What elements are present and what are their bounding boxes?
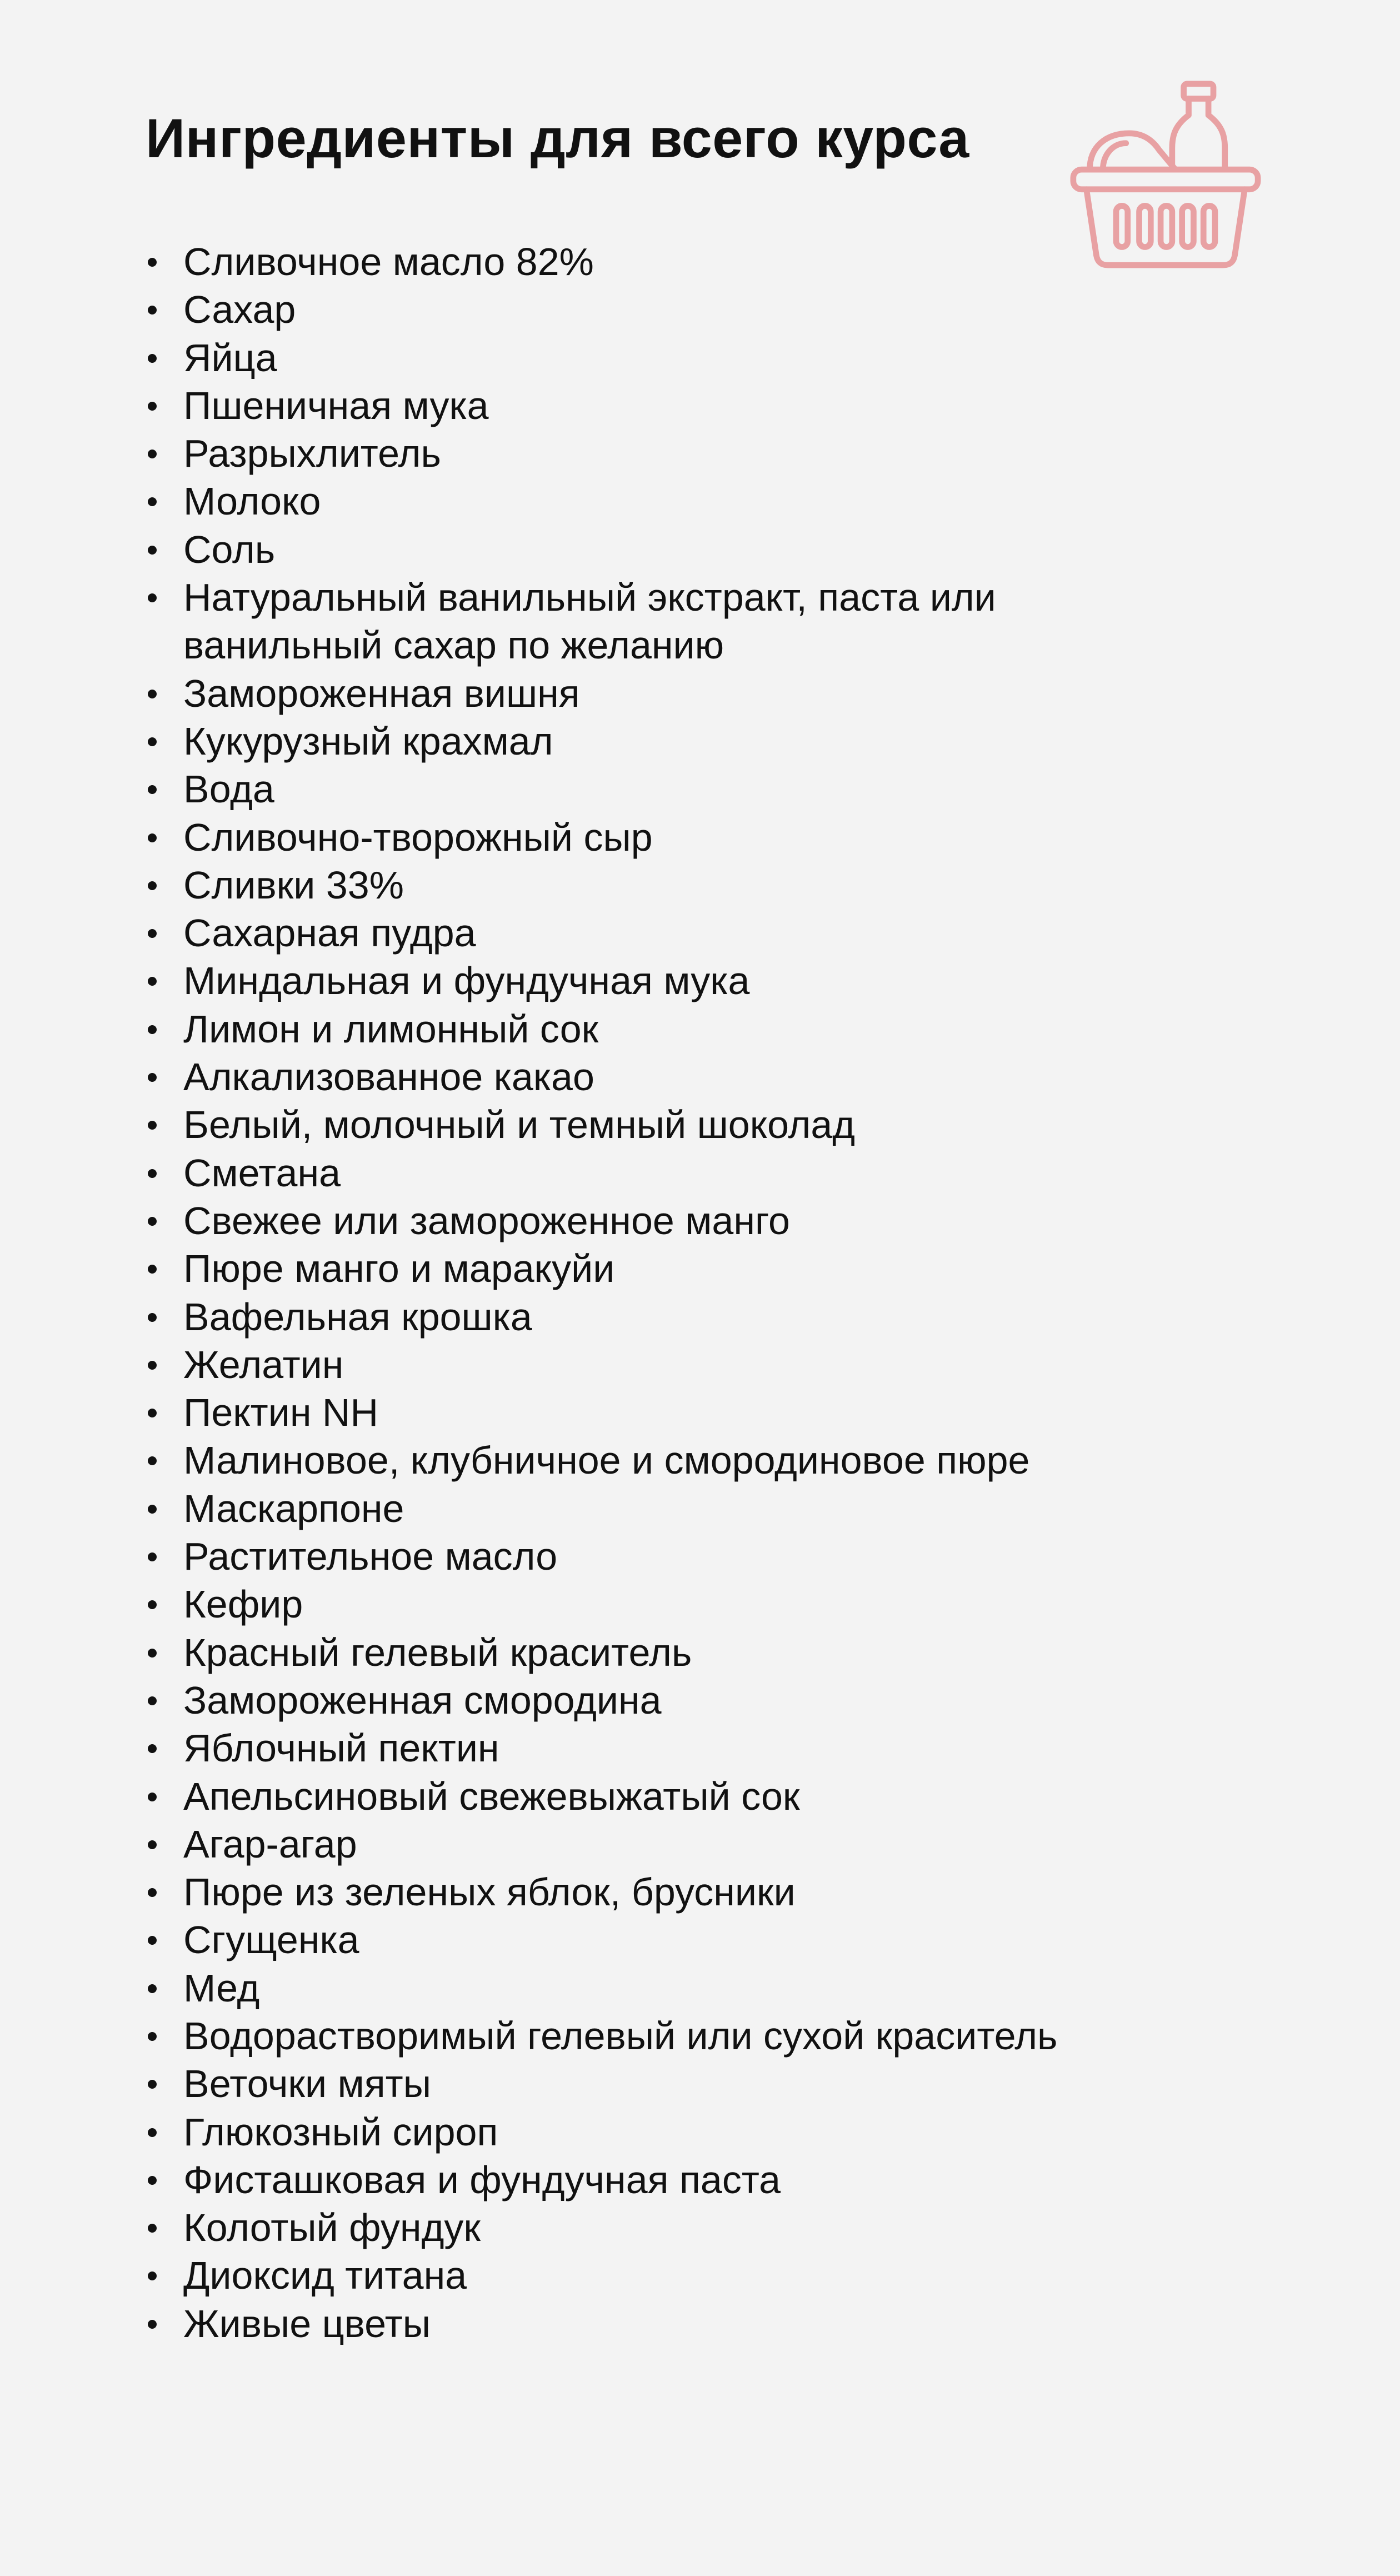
ingredient-name: Фисташковая и фундучная паста [183,2158,781,2201]
ingredient-name: Мед [183,1966,260,2010]
bullet-icon [148,2080,157,2089]
bullet-icon [148,1313,157,1322]
bullet-icon [148,258,157,267]
list-item [146,1724,1212,1772]
list-item [146,1436,1212,1484]
list-item [146,477,1212,525]
ingredient-name: Натуральный ванильный экстракт, паста или [183,576,996,620]
ingredient-name: Кефир [183,1582,303,1626]
bullet-icon [148,2224,157,2233]
ingredient-name: Глюкозный сироп [183,2110,498,2154]
bullet-icon [148,1169,157,1178]
ingredient-name: Сливки 33% [183,863,404,907]
list-item [146,2108,1212,2156]
bullet-icon [148,690,157,698]
ingredient-name: Сметана [183,1151,341,1195]
list-item [146,430,1212,477]
list-item [146,1629,1212,1676]
bullet-icon [148,1888,157,1897]
bullet-icon [148,1361,157,1370]
list-item [146,2300,1212,2348]
list-item [146,1293,1212,1341]
list-item [146,334,1212,382]
list-item [146,1964,1212,2012]
list-item [146,1101,1212,1149]
ingredient-name: Белый, молочный и темный шоколад [183,1103,856,1147]
bullet-icon [148,497,157,506]
ingredient-name: Диоксид титана [183,2254,467,2298]
bullet-icon [148,1600,157,1609]
list-item [146,1197,1212,1245]
list-item [146,765,1212,813]
list-item [146,957,1212,1005]
ingredient-name: Водорастворимый гелевый или сухой краситель [183,2014,1058,2058]
bullet-icon [148,402,157,411]
ingredient-name: Соль [183,527,276,571]
bullet-icon [148,1409,157,1417]
bullet-icon [148,1552,157,1561]
ingredient-name: Агар-агар [183,1822,357,1866]
ingredient-name: Вафельная крошка [183,1295,532,1339]
list-item [146,1053,1212,1101]
ingredient-name: Миндальная и фундучная мука [183,959,750,1003]
bullet-icon [148,881,157,890]
ingredient-list [146,238,1212,2348]
bullet-icon [148,1984,157,1993]
ingredient-name: Замороженная смородина [183,1678,662,1722]
bullet-icon [148,2272,157,2280]
list-item [146,813,1212,861]
list-item [146,2156,1212,2204]
list-item [146,1389,1212,1436]
list-item [146,286,1212,333]
bullet-icon [148,450,157,458]
ingredient-name: Апельсиновый свежевыжатый сок [183,1774,800,1818]
bullet-icon [148,1936,157,1945]
bullet-icon [148,1505,157,1514]
ingredient-name: Разрыхлитель [183,432,441,476]
list-item [146,238,1212,286]
list-item [146,1245,1212,1292]
list-item [146,1532,1212,1580]
ingredient-name: Замороженная вишня [183,671,580,715]
ingredient-name: Пюре из зеленых яблок, брусники [183,1870,796,1914]
list-item [146,1580,1212,1628]
bullet-icon [148,2128,157,2137]
ingredient-name: Растительное масло [183,1535,558,1579]
ingredient-name: Сахарная пудра [183,911,476,955]
list-item [146,382,1212,430]
list-item [146,2251,1212,2299]
bullet-icon [148,1696,157,1705]
list-item [146,1820,1212,1868]
list-item [146,861,1212,909]
bullet-icon [148,929,157,938]
list-item [146,670,1212,717]
list-item [146,573,1212,670]
bullet-icon [148,1265,157,1274]
bullet-icon [148,1744,157,1753]
bullet-icon [148,833,157,842]
bullet-icon [148,2032,157,2041]
ingredient-name: Молоко [183,480,321,523]
bullet-icon [148,1121,157,1130]
ingredient-name: Живые цветы [183,2302,431,2345]
ingredient-name: Пюре манго и маракуйи [183,1247,615,1291]
list-item [146,2204,1212,2251]
ingredient-name: Сахар [183,288,296,332]
ingredient-name: Сгущенка [183,1918,359,1962]
bullet-icon [148,546,157,555]
ingredient-name: Колотый фундук [183,2206,481,2250]
ingredient-name: Маскарпоне [183,1486,404,1530]
bullet-icon [148,2320,157,2329]
bullet-icon [148,1217,157,1226]
ingredient-name: Алкализованное какао [183,1055,594,1099]
list-item [146,1773,1212,1820]
list-item [146,526,1212,573]
bullet-icon [148,737,157,746]
ingredient-name: Сливочно-творожный сыр [183,815,653,859]
bullet-icon [148,1649,157,1658]
bullet-icon [148,1793,157,1801]
list-item [146,1676,1212,1724]
list-item [146,1868,1212,1916]
bullet-icon [148,1025,157,1034]
list-item [146,1005,1212,1053]
list-item [146,1149,1212,1197]
list-item [146,1485,1212,1532]
list-item [146,1916,1212,1964]
ingredient-name: Красный гелевый краситель [183,1630,692,1674]
bullet-icon [148,306,157,314]
ingredient-name: Веточки мяты [183,2062,432,2106]
bullet-icon [148,2176,157,2185]
ingredient-name: Свежее или замороженное манго [183,1199,790,1242]
ingredient-name: Яблочный пектин [183,1726,499,1770]
ingredient-name: ванильный сахар по желанию [183,623,724,667]
list-item [146,717,1212,765]
ingredient-name: Желатин [183,1342,344,1386]
bullet-icon [148,1840,157,1849]
ingredient-name: Пектин NH [183,1391,379,1435]
bullet-icon [148,785,157,794]
bullet-icon [148,593,157,602]
list-item [146,1341,1212,1389]
ingredient-name: Вода [183,767,274,811]
ingredient-name: Малиновое, клубничное и смородиновое пюре [183,1439,1030,1482]
ingredient-name: Сливочное масло 82% [183,240,594,283]
bullet-icon [148,1456,157,1465]
list-item [146,2012,1212,2060]
ingredient-name: Лимон и лимонный сок [183,1007,599,1051]
ingredient-name: Яйца [183,336,277,380]
list-item [146,909,1212,957]
page-title: Ингредиенты для всего курса [146,107,969,169]
bullet-icon [148,1073,157,1082]
bullet-icon [148,354,157,363]
ingredient-name: Кукурузный крахмал [183,719,553,763]
list-item [146,2060,1212,2108]
bullet-icon [148,977,157,986]
ingredient-name: Пшеничная мука [183,383,489,427]
